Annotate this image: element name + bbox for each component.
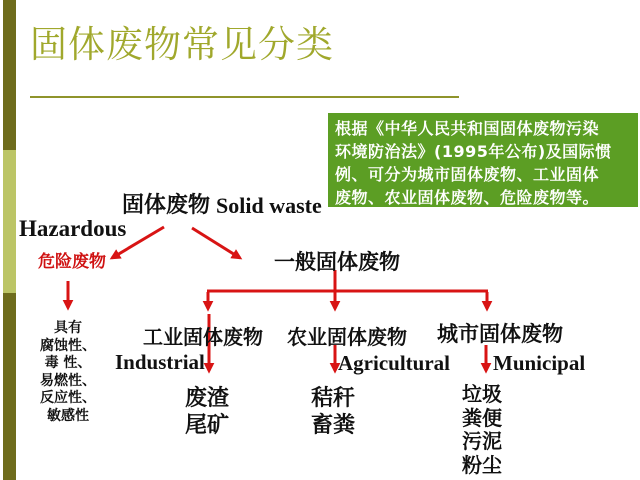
trait-line-6: 敏感性 <box>47 407 89 424</box>
root-node-label-en: Solid waste <box>216 193 322 218</box>
agricultural-item-1: 秸秆 <box>311 386 356 411</box>
note-line-2: 环境防治法》(1995年公布)及国际惯 <box>335 142 612 161</box>
title-underline <box>30 96 459 98</box>
hazardous-traits-list <box>28 320 108 425</box>
general-solid-waste-label: 一般固体废物 <box>274 250 400 274</box>
hazardous-label-en: Hazardous <box>19 216 127 241</box>
municipal-branch-label-zh: 城市固体废物 <box>437 322 563 346</box>
industrial-branch-label-en: Industrial <box>115 350 205 374</box>
municipal-item-1: 垃圾 <box>462 382 502 406</box>
industrial-branch-label-zh: 工业固体废物 <box>143 325 263 349</box>
municipal-item-2: 粪便 <box>462 405 502 430</box>
note-line-1: 根据《中华人民共和国固体废物污染 <box>335 119 600 138</box>
left-accent-bar-bottom <box>3 293 16 480</box>
hazardous-label-zh: 危险废物 <box>38 252 106 272</box>
agricultural-branch-label-en: Agricultural <box>338 351 450 375</box>
trait-line-2: 腐蚀性、 <box>40 337 96 354</box>
left-accent-bar-top <box>3 0 16 150</box>
trait-line-4: 易燃性、 <box>40 372 96 389</box>
trait-line-1: 具有 <box>54 320 82 336</box>
municipal-item-4: 粉尘 <box>462 452 502 477</box>
agricultural-item-2: 畜粪 <box>311 413 356 438</box>
municipal-item-3: 污泥 <box>462 429 502 453</box>
note-line-3: 例、可分为城市固体废物、工业固体 <box>335 165 600 184</box>
agricultural-items-list <box>311 385 355 439</box>
municipal-items-list <box>462 383 502 477</box>
left-accent-bar-middle <box>3 150 16 293</box>
root-node-label-zh: 固体废物 <box>122 193 211 218</box>
trait-line-3: 毒 性、 <box>44 355 92 371</box>
agricultural-branch-label-zh: 农业固体废物 <box>287 325 407 349</box>
municipal-branch-label-en: Municipal <box>493 351 586 375</box>
note-line-4: 废物、农业固体废物、危险废物等。 <box>335 188 600 207</box>
law-note-box <box>328 113 638 207</box>
industrial-items-list <box>185 385 229 439</box>
industrial-item-1: 废渣 <box>185 386 230 411</box>
trait-line-5: 反应性、 <box>40 390 96 406</box>
slide-title: 固体废物常见分类 <box>30 25 334 66</box>
arrow-root-to-general <box>192 228 240 258</box>
industrial-item-2: 尾矿 <box>185 413 230 438</box>
